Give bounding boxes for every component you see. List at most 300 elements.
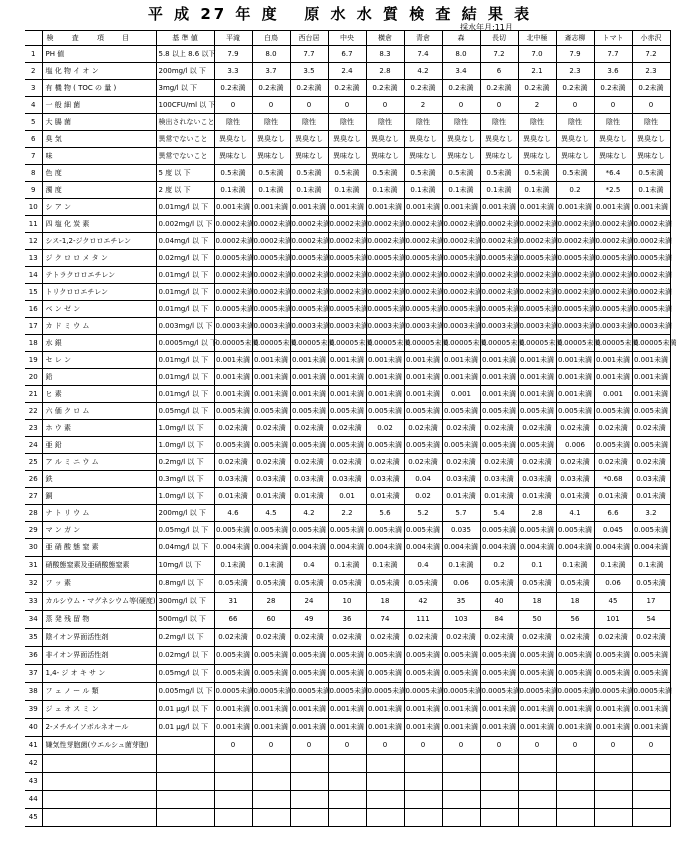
table-row — [25, 182, 670, 199]
result-cell: 4.2 — [290, 505, 328, 522]
row-number: 23 — [25, 420, 42, 437]
result-cell: 0.0002未満 — [518, 216, 556, 233]
row-number: 43 — [25, 773, 42, 791]
result-cell: 0.001未満 — [518, 701, 556, 719]
table-row — [25, 488, 670, 505]
result-cell — [442, 791, 480, 809]
result-cell: 陰性 — [556, 114, 594, 131]
result-cell — [328, 755, 366, 773]
result-cell: 0.005未満 — [632, 665, 670, 683]
table-row — [25, 250, 670, 267]
row-number: 38 — [25, 683, 42, 701]
result-cell: 0.0002未満 — [594, 216, 632, 233]
result-cell: 0.02未満 — [328, 420, 366, 437]
result-cell — [328, 773, 366, 791]
page-title: 平 成 27 年 度 原 水 水 質 検 査 結 果 表 — [147, 5, 533, 23]
row-number: 15 — [25, 284, 42, 301]
result-cell: 0.004未満 — [632, 539, 670, 557]
result-cell: 0.0002未満 — [290, 233, 328, 250]
standard-value — [156, 791, 214, 809]
result-cell: 0.005未満 — [252, 665, 290, 683]
result-cell: 0.0002未満 — [290, 216, 328, 233]
row-number: 14 — [25, 267, 42, 284]
table-row — [25, 284, 670, 301]
result-cell: 45 — [594, 593, 632, 611]
standard-value: 500mg/l 以 下 — [156, 611, 214, 629]
result-cell: 0.02未満 — [328, 629, 366, 647]
result-cell: 0.0002未満 — [328, 216, 366, 233]
result-cell: 異味なし — [632, 148, 670, 165]
result-cell — [480, 773, 518, 791]
result-cell: 0.0003未満 — [214, 318, 252, 335]
result-cell: 0.001未満 — [328, 701, 366, 719]
result-cell: 0.0002未満 — [556, 267, 594, 284]
row-number: 2 — [25, 63, 42, 80]
result-cell: 0 — [556, 737, 594, 755]
result-cell: 0.005未満 — [366, 522, 404, 539]
result-cell: 0.001未満 — [556, 719, 594, 737]
result-cell: 0.0005未満 — [480, 250, 518, 267]
result-cell: 陰性 — [518, 114, 556, 131]
result-cell: 0 — [252, 97, 290, 114]
result-cell: 0.01未満 — [214, 488, 252, 505]
row-number: 26 — [25, 471, 42, 488]
row-number: 36 — [25, 647, 42, 665]
header-location: 小赤沢 — [632, 31, 670, 46]
table-body — [25, 46, 677, 827]
row-number: 19 — [25, 352, 42, 369]
result-cell: 0.01 — [328, 488, 366, 505]
result-cell — [632, 755, 670, 773]
result-cell: 0.001未満 — [252, 386, 290, 403]
result-cell: 0.0005未満 — [328, 683, 366, 701]
result-cell: 0.02未満 — [556, 629, 594, 647]
standard-value: 1.0mg/l 以 下 — [156, 420, 214, 437]
table-row — [25, 539, 670, 557]
result-cell: 0.001未満 — [632, 199, 670, 216]
result-cell: 4.5 — [252, 505, 290, 522]
header-location: 長切 — [480, 31, 518, 46]
table-row — [25, 647, 670, 665]
header-standard: 基 準 値 — [156, 31, 214, 46]
result-cell: 8.3 — [366, 46, 404, 63]
result-cell: 0.0005未満 — [214, 250, 252, 267]
result-cell: 0.0002未満 — [632, 267, 670, 284]
result-cell: 0.0005未満 — [328, 301, 366, 318]
row-number: 18 — [25, 335, 42, 352]
result-cell: 0.005未満 — [290, 403, 328, 420]
item-name — [42, 755, 156, 773]
standard-value: 異常でないこと — [156, 148, 214, 165]
item-name: シス-1,2-ジクロロエチレン — [42, 233, 156, 250]
result-cell: 60 — [252, 611, 290, 629]
result-cell: 0.005未満 — [290, 647, 328, 665]
result-cell: 異臭なし — [480, 131, 518, 148]
table-row — [25, 773, 670, 791]
standard-value: 1.0mg/l 以 下 — [156, 488, 214, 505]
result-cell: 0.001未満 — [442, 701, 480, 719]
table-row — [25, 522, 670, 539]
result-cell: 0.0002未満 — [442, 284, 480, 301]
result-cell: 0.005未満 — [594, 665, 632, 683]
result-cell: 0.1未満 — [252, 182, 290, 199]
result-cell: 0.001未満 — [404, 386, 442, 403]
result-cell: 0.001未満 — [290, 719, 328, 737]
result-cell: 0.005未満 — [404, 403, 442, 420]
result-cell: 0 — [214, 97, 252, 114]
result-cell: 0.001未満 — [442, 719, 480, 737]
result-cell: 0.2 — [480, 557, 518, 575]
result-cell: 0.0002未満 — [404, 267, 442, 284]
table-row — [25, 63, 670, 80]
result-cell: 2.4 — [328, 63, 366, 80]
result-cell: 0.001未満 — [556, 369, 594, 386]
item-name: ジ ク ロ ロ メ タ ン — [42, 250, 156, 267]
result-cell — [518, 773, 556, 791]
table-row — [25, 352, 670, 369]
result-cell: 0 — [480, 737, 518, 755]
result-cell: 0.05未満 — [366, 575, 404, 593]
result-cell — [632, 773, 670, 791]
result-cell: 0.1未満 — [442, 182, 480, 199]
result-cell: 0.004未満 — [556, 539, 594, 557]
result-cell: 0.0003未満 — [252, 318, 290, 335]
standard-value: 0.01 μg/l 以 下 — [156, 719, 214, 737]
result-cell: 異臭なし — [252, 131, 290, 148]
result-cell: 0.0003未満 — [556, 318, 594, 335]
result-cell: 0.1未満 — [404, 182, 442, 199]
result-cell: 0.0002未満 — [556, 216, 594, 233]
result-cell: 0 — [290, 97, 328, 114]
result-cell: 0.0002未満 — [594, 267, 632, 284]
result-cell: 0.001未満 — [594, 719, 632, 737]
result-cell: 0 — [328, 97, 366, 114]
result-cell — [442, 809, 480, 827]
standard-value: 200mg/l 以 下 — [156, 63, 214, 80]
result-cell: 0.2未満 — [404, 80, 442, 97]
result-cell: 0 — [632, 737, 670, 755]
standard-value: 200mg/l 以 下 — [156, 505, 214, 522]
standard-value — [156, 809, 214, 827]
item-name: 嫌気性芽胞菌(ウエルシュ菌芽胞) — [42, 737, 156, 755]
result-cell: 0.0002未満 — [366, 216, 404, 233]
result-cell: 0.001未満 — [214, 352, 252, 369]
header-location: トマト — [594, 31, 632, 46]
result-cell — [214, 809, 252, 827]
result-cell: 0.0003未満 — [480, 318, 518, 335]
result-cell: 2.8 — [518, 505, 556, 522]
result-cell: 0.0005未満 — [290, 250, 328, 267]
result-cell: 0.001未満 — [290, 199, 328, 216]
table-row — [25, 809, 670, 827]
result-cell: 0.02未満 — [480, 420, 518, 437]
result-cell: 0.005未満 — [214, 647, 252, 665]
standard-value: 0.01mg/l 以 下 — [156, 301, 214, 318]
item-name: トリクロロエチレン — [42, 284, 156, 301]
standard-value: 0.003mg/l 以 下 — [156, 318, 214, 335]
result-cell: 18 — [556, 593, 594, 611]
result-cell: 0.005未満 — [518, 403, 556, 420]
standard-value: 0.005mg/l 以 下 — [156, 683, 214, 701]
header-location: 中央 — [328, 31, 366, 46]
result-cell: 0.001未満 — [328, 352, 366, 369]
result-cell: 0.001未満 — [480, 719, 518, 737]
result-cell: 4.1 — [556, 505, 594, 522]
result-cell: 0.1未満 — [366, 182, 404, 199]
item-name: 一 般 細 菌 — [42, 97, 156, 114]
result-cell: 2.8 — [366, 63, 404, 80]
result-cell: 7.4 — [404, 46, 442, 63]
standard-value: 0.01mg/l 以 下 — [156, 199, 214, 216]
result-cell: 0 — [366, 737, 404, 755]
result-cell: 0.0005未満 — [404, 301, 442, 318]
result-cell: 0.05未満 — [290, 575, 328, 593]
result-cell: 0.05未満 — [214, 575, 252, 593]
result-cell: 0.00005未満 — [252, 335, 290, 352]
result-cell: 0.004未満 — [594, 539, 632, 557]
header-location: 平滝 — [214, 31, 252, 46]
result-cell: 異臭なし — [442, 131, 480, 148]
result-cell: 0.01未満 — [442, 488, 480, 505]
standard-value — [156, 737, 214, 755]
result-cell: 0.02未満 — [518, 454, 556, 471]
table-row — [25, 665, 670, 683]
result-cell: 0.005未満 — [442, 403, 480, 420]
table-row — [25, 131, 670, 148]
result-cell: 0.05未満 — [252, 575, 290, 593]
table-row — [25, 755, 670, 773]
result-cell: 0.01未満 — [480, 488, 518, 505]
table-row — [25, 148, 670, 165]
result-cell: 0.005未満 — [632, 403, 670, 420]
result-cell: 3.6 — [594, 63, 632, 80]
table-row — [25, 216, 670, 233]
item-name — [42, 809, 156, 827]
result-cell: 42 — [404, 593, 442, 611]
result-cell: 0.001未満 — [366, 701, 404, 719]
item-name: ホ ウ 素 — [42, 420, 156, 437]
result-cell: 7.7 — [290, 46, 328, 63]
result-cell: 0.02未満 — [290, 629, 328, 647]
result-cell: 0.5未満 — [632, 165, 670, 182]
row-number: 45 — [25, 809, 42, 827]
result-cell: 0.03未満 — [632, 471, 670, 488]
result-cell: 0.0005未満 — [518, 301, 556, 318]
result-cell: 0.005未満 — [366, 437, 404, 454]
result-cell: 0.001未満 — [214, 386, 252, 403]
result-cell: 0.001未満 — [556, 352, 594, 369]
header-item: 検 査 項 目 — [42, 31, 156, 46]
standard-value — [156, 755, 214, 773]
result-cell: 0.0002未満 — [594, 284, 632, 301]
result-cell: 2 — [404, 97, 442, 114]
result-cell: 陰性 — [252, 114, 290, 131]
result-cell: 0.1未満 — [518, 182, 556, 199]
result-cell — [366, 809, 404, 827]
result-cell — [518, 809, 556, 827]
result-cell: 0.00005未満 — [518, 335, 556, 352]
row-number: 25 — [25, 454, 42, 471]
result-cell: 0.0005未満 — [290, 683, 328, 701]
result-cell: 0.001未満 — [366, 719, 404, 737]
result-cell: 0.1未満 — [252, 557, 290, 575]
standard-value: 1.0mg/l 以 下 — [156, 437, 214, 454]
result-cell: 0.001未満 — [366, 386, 404, 403]
table-row — [25, 701, 670, 719]
standard-value — [156, 773, 214, 791]
result-cell: 0.001未満 — [404, 719, 442, 737]
result-cell: 0.00005未満 — [290, 335, 328, 352]
result-cell: 0 — [442, 97, 480, 114]
result-cell: 0.00005未満 — [632, 335, 670, 352]
result-cell: 0.05未満 — [404, 575, 442, 593]
item-name: 亜 鉛 — [42, 437, 156, 454]
result-cell — [328, 791, 366, 809]
result-cell: 0.001未満 — [632, 701, 670, 719]
header-location: 森 — [442, 31, 480, 46]
result-cell: 18 — [518, 593, 556, 611]
result-cell: 0.02未満 — [290, 420, 328, 437]
result-cell: 0.006 — [556, 437, 594, 454]
result-cell: 異味なし — [594, 148, 632, 165]
result-cell — [632, 791, 670, 809]
result-cell — [328, 809, 366, 827]
result-cell — [252, 791, 290, 809]
result-cell: 0.2未満 — [442, 80, 480, 97]
result-cell — [442, 773, 480, 791]
result-cell: 0.2未満 — [252, 80, 290, 97]
result-cell: 0.02未満 — [518, 629, 556, 647]
result-cell: 7.2 — [480, 46, 518, 63]
result-cell: 0.01未満 — [252, 488, 290, 505]
row-number: 8 — [25, 165, 42, 182]
result-cell: 111 — [404, 611, 442, 629]
result-cell — [290, 755, 328, 773]
result-cell: 0.02未満 — [518, 420, 556, 437]
result-cell: 0.0005未満 — [290, 301, 328, 318]
result-cell: 0.005未満 — [632, 437, 670, 454]
item-name: 塩 化 物 イ オ ン — [42, 63, 156, 80]
result-cell: 0.001未満 — [404, 701, 442, 719]
result-cell: 0.02未満 — [556, 454, 594, 471]
item-name: 色 度 — [42, 165, 156, 182]
result-cell: 0.1未満 — [594, 557, 632, 575]
row-number: 11 — [25, 216, 42, 233]
result-cell: 56 — [556, 611, 594, 629]
result-cell: 0.0005未満 — [442, 301, 480, 318]
result-cell: 0.5未満 — [442, 165, 480, 182]
result-cell — [290, 773, 328, 791]
result-cell: 陰性 — [632, 114, 670, 131]
table-row — [25, 437, 670, 454]
result-cell: 0.0002未満 — [404, 216, 442, 233]
result-cell: 0.0005未満 — [594, 683, 632, 701]
result-cell: 0.0002未満 — [480, 284, 518, 301]
result-cell: 0.1未満 — [328, 557, 366, 575]
result-cell: 0.0002未満 — [328, 284, 366, 301]
result-cell: 0.0005未満 — [594, 301, 632, 318]
result-cell: 66 — [214, 611, 252, 629]
water-quality-table — [25, 30, 677, 827]
result-cell: 異味なし — [442, 148, 480, 165]
result-cell: 0 — [366, 97, 404, 114]
result-cell: 0.005未満 — [252, 403, 290, 420]
result-cell: 0.2未満 — [518, 80, 556, 97]
result-cell: 0.005未満 — [556, 665, 594, 683]
result-cell: 異臭なし — [214, 131, 252, 148]
item-name: 六 価 ク ロ ム — [42, 403, 156, 420]
result-cell: 0.5未満 — [328, 165, 366, 182]
result-cell: 0.03未満 — [328, 471, 366, 488]
result-cell: 0 — [442, 737, 480, 755]
result-cell: 0.03未満 — [556, 471, 594, 488]
result-cell: 0.005未満 — [442, 665, 480, 683]
item-name: PH 値 — [42, 46, 156, 63]
result-cell: 0.05未満 — [480, 575, 518, 593]
row-number: 12 — [25, 233, 42, 250]
result-cell: 4.6 — [214, 505, 252, 522]
result-cell — [366, 791, 404, 809]
result-cell: 0.005未満 — [252, 647, 290, 665]
result-cell: 0.0005未満 — [632, 683, 670, 701]
standard-value: 0.3mg/l 以 下 — [156, 471, 214, 488]
result-cell — [214, 791, 252, 809]
result-cell: 0 — [594, 97, 632, 114]
result-cell: 0.0005未満 — [328, 250, 366, 267]
result-cell: 0.001未満 — [594, 352, 632, 369]
result-cell: 3.4 — [442, 63, 480, 80]
result-cell — [556, 773, 594, 791]
result-cell: 6.6 — [594, 505, 632, 522]
standard-value: 5.8 以上 8.6 以下 — [156, 46, 214, 63]
result-cell: 0.03未満 — [290, 471, 328, 488]
result-cell: 0.005未満 — [214, 403, 252, 420]
row-number: 10 — [25, 199, 42, 216]
result-cell: 0.1未満 — [366, 557, 404, 575]
item-name: 非イオン界面活性剤 — [42, 647, 156, 665]
item-name: ジ ェ オ ス ミ ン — [42, 701, 156, 719]
item-name: 亜 硝 酸 態 窒 素 — [42, 539, 156, 557]
result-cell: 0.0005未満 — [442, 683, 480, 701]
standard-value: 検出されないこと — [156, 114, 214, 131]
table-row — [25, 335, 670, 352]
result-cell: 陰性 — [442, 114, 480, 131]
result-cell: 陰性 — [404, 114, 442, 131]
result-cell: 異味なし — [518, 148, 556, 165]
result-cell: 0.05未満 — [518, 575, 556, 593]
table-row — [25, 97, 670, 114]
result-cell: 0.001未満 — [214, 199, 252, 216]
header-location: 横倉 — [366, 31, 404, 46]
result-cell: 0 — [480, 97, 518, 114]
result-cell: 0.02未満 — [594, 420, 632, 437]
item-name: 陰イオン界面活性剤 — [42, 629, 156, 647]
result-cell: 0.2未満 — [214, 80, 252, 97]
result-cell: 0.0002未満 — [594, 233, 632, 250]
row-number: 4 — [25, 97, 42, 114]
result-cell: 0.02未満 — [252, 629, 290, 647]
result-cell: 0.0002未満 — [214, 284, 252, 301]
result-cell: 陰性 — [480, 114, 518, 131]
result-cell: 異味なし — [252, 148, 290, 165]
row-number: 30 — [25, 539, 42, 557]
result-cell: 異味なし — [556, 148, 594, 165]
result-cell: 0.001未満 — [518, 352, 556, 369]
result-cell: 0.005未満 — [404, 437, 442, 454]
standard-value: 3mg/l 以 下 — [156, 80, 214, 97]
result-cell: 0.001未満 — [328, 369, 366, 386]
result-cell: 0.005未満 — [518, 437, 556, 454]
